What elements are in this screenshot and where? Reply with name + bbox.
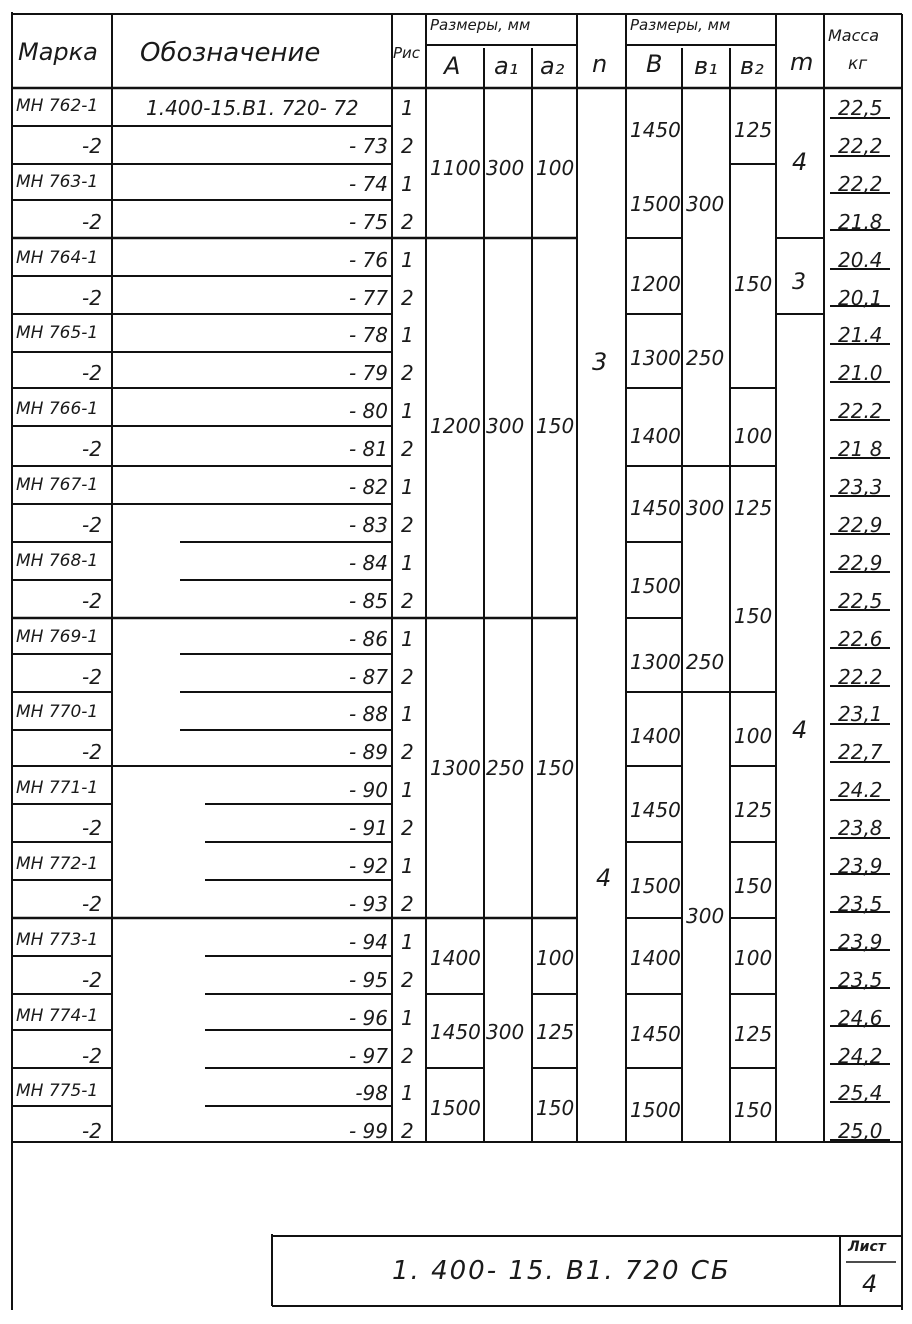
group-b2-2: 150 <box>734 272 773 296</box>
row-mass: 21.0 <box>838 361 883 385</box>
group-A-4: 1400 <box>430 946 481 970</box>
header-a1: a₁ <box>494 52 519 80</box>
row-mass: 23,3 <box>838 475 883 499</box>
header-a2: a₂ <box>540 52 565 80</box>
header-razmery-2: Размеры, мм <box>630 16 731 34</box>
row-designation: - 78 <box>348 323 388 347</box>
row-ris: 1 <box>401 96 414 120</box>
row-ris: 1 <box>401 702 414 726</box>
row-designation: - 90 <box>348 778 388 802</box>
row-mass: 23,1 <box>838 702 883 726</box>
row-marka: МН 768-1 <box>16 551 99 571</box>
group-a2-1: 100 <box>536 156 575 180</box>
row-designation: - 94 <box>348 930 388 954</box>
row-marka: -2 <box>82 513 102 537</box>
group-a1-3: 250 <box>486 756 525 780</box>
group-B-12: 1400 <box>630 946 681 970</box>
row-marka: МН 762-1 <box>16 96 99 116</box>
header-B: В <box>646 50 663 78</box>
group-b1-1: 300 <box>686 192 725 216</box>
group-b2-10: 125 <box>734 1022 773 1046</box>
header-kg: кг <box>848 54 868 74</box>
row-ris: 1 <box>401 627 414 651</box>
group-b1-3: 300 <box>686 496 725 520</box>
row-marka: МН 763-1 <box>16 172 99 192</box>
row-marka: -2 <box>82 968 102 992</box>
row-marka: МН 767-1 <box>16 475 99 495</box>
row-marka: МН 765-1 <box>16 323 99 343</box>
row-mass: 24,6 <box>838 1006 883 1030</box>
group-n-1: 3 <box>592 348 608 376</box>
row-designation: - 87 <box>348 665 388 689</box>
row-ris: 2 <box>401 210 414 234</box>
row-marka: МН 771-1 <box>16 778 99 798</box>
row-mass: 25,4 <box>838 1081 883 1105</box>
row-designation: - 73 <box>348 134 388 158</box>
row-ris: 1 <box>401 1081 414 1105</box>
row-mass: 22,9 <box>838 551 883 575</box>
row-designation: - 80 <box>348 399 388 423</box>
row-ris: 1 <box>401 854 414 878</box>
row-ris: 2 <box>401 968 414 992</box>
row-marka: МН 769-1 <box>16 627 99 647</box>
row-ris: 1 <box>401 399 414 423</box>
row-mass: 22.2 <box>838 399 883 423</box>
row-mass: 23,9 <box>838 930 883 954</box>
header-n: n <box>592 50 608 78</box>
row-marka: МН 770-1 <box>16 702 99 722</box>
row-mass: 22,5 <box>838 589 883 613</box>
group-a1-2: 300 <box>486 414 525 438</box>
row-ris: 2 <box>401 437 414 461</box>
row-mass: 22,9 <box>838 513 883 537</box>
group-a1-1: 300 <box>486 156 525 180</box>
group-b1-5: 300 <box>686 904 725 928</box>
row-designation: - 86 <box>348 627 388 651</box>
row-designation: - 88 <box>348 702 388 726</box>
row-ris: 1 <box>401 323 414 347</box>
group-b2-7: 125 <box>734 798 773 822</box>
stamp-code: 1. 400- 15. В1. 720 СБ <box>392 1256 731 1286</box>
row-ris: 2 <box>401 1119 414 1143</box>
row-marka: МН 772-1 <box>16 854 99 874</box>
row-ris: 1 <box>401 551 414 575</box>
group-m-2: 3 <box>792 270 806 295</box>
row-designation: - 91 <box>348 816 388 840</box>
row-marka: -2 <box>82 665 102 689</box>
row-ris: 2 <box>401 361 414 385</box>
row-mass: 22,2 <box>838 134 883 158</box>
header-A: А <box>444 52 461 80</box>
row-designation: - 93 <box>348 892 388 916</box>
group-B-1: 1450 <box>630 118 681 142</box>
row-mass: 20,1 <box>838 286 883 310</box>
row-marka: -2 <box>82 892 102 916</box>
group-A-1: 1100 <box>430 156 481 180</box>
row-mass: 25,0 <box>838 1119 883 1143</box>
group-b2-4: 125 <box>734 496 773 520</box>
group-b2-8: 150 <box>734 874 773 898</box>
row-designation: - 74 <box>348 172 388 196</box>
row-marka: -2 <box>82 210 102 234</box>
group-B-4: 1300 <box>630 346 681 370</box>
row-designation: - 99 <box>348 1119 388 1143</box>
row-ris: 2 <box>401 816 414 840</box>
header-massa: Масса <box>828 26 880 45</box>
header-ris: Рис <box>393 44 421 62</box>
row-marka: -2 <box>82 134 102 158</box>
row-marka: -2 <box>82 589 102 613</box>
row-designation: - 77 <box>348 286 388 310</box>
row-marka: -2 <box>82 816 102 840</box>
row-ris: 1 <box>401 248 414 272</box>
row-mass: 22.6 <box>838 627 883 651</box>
row-mass: 23,5 <box>838 892 883 916</box>
row-mass: 22.2 <box>838 665 883 689</box>
group-b1-2: 250 <box>686 346 725 370</box>
row-ris: 1 <box>401 475 414 499</box>
row-designation: - 83 <box>348 513 388 537</box>
row-mass: 24.2 <box>838 778 883 802</box>
header-razmery-1: Размеры, мм <box>430 16 531 34</box>
group-B-13: 1450 <box>630 1022 681 1046</box>
row-mass: 23,5 <box>838 968 883 992</box>
header-b2: в₂ <box>740 52 764 80</box>
row-ris: 2 <box>401 1044 414 1068</box>
row-marka: -2 <box>82 361 102 385</box>
group-B-2: 1500 <box>630 192 681 216</box>
group-n-2: 4 <box>596 864 612 892</box>
group-a2-3: 150 <box>536 756 575 780</box>
row-ris: 2 <box>401 513 414 537</box>
group-b2-1: 125 <box>734 118 773 142</box>
group-b2-5: 150 <box>734 604 773 628</box>
header-m: m <box>790 48 814 76</box>
group-a2-5: 125 <box>536 1020 575 1044</box>
row-marka: -2 <box>82 740 102 764</box>
row-ris: 2 <box>401 286 414 310</box>
row-designation: -98 <box>355 1081 388 1105</box>
group-B-7: 1500 <box>630 574 681 598</box>
header-marka: Марка <box>18 38 98 66</box>
row-mass: 23,8 <box>838 816 883 840</box>
row-mass: 22,7 <box>838 740 883 764</box>
row-ris: 1 <box>401 1006 414 1030</box>
row-mass: 21.8 <box>838 210 883 234</box>
group-A-2: 1200 <box>430 414 481 438</box>
row-mass: 21.4 <box>838 323 883 347</box>
row-ris: 1 <box>401 172 414 196</box>
group-B-11: 1500 <box>630 874 681 898</box>
group-A-3: 1300 <box>430 756 481 780</box>
row-designation: - 89 <box>348 740 388 764</box>
header-b1: в₁ <box>694 52 718 80</box>
row-designation: 1.400-15.В1. 720- 72 <box>146 96 359 120</box>
row-marka: -2 <box>82 1044 102 1068</box>
header-oboznachenie: Обозначение <box>140 38 321 68</box>
row-ris: 2 <box>401 892 414 916</box>
row-ris: 2 <box>401 134 414 158</box>
row-designation: - 79 <box>348 361 388 385</box>
row-designation: - 82 <box>348 475 388 499</box>
group-a2-2: 150 <box>536 414 575 438</box>
row-mass: 20.4 <box>838 248 883 272</box>
group-m-1: 4 <box>792 148 808 176</box>
row-mass: 22,5 <box>838 96 883 120</box>
group-b2-6: 100 <box>734 724 773 748</box>
group-a2-4: 100 <box>536 946 575 970</box>
stamp-sheet-number: 4 <box>862 1270 878 1298</box>
row-marka: -2 <box>82 1119 102 1143</box>
row-designation: - 81 <box>348 437 388 461</box>
row-ris: 1 <box>401 778 414 802</box>
row-marka: МН 764-1 <box>16 248 99 268</box>
row-mass: 24,2 <box>838 1044 883 1068</box>
group-a2-6: 150 <box>536 1096 575 1120</box>
row-marka: МН 766-1 <box>16 399 99 419</box>
group-B-8: 1300 <box>630 650 681 674</box>
row-designation: - 95 <box>348 968 388 992</box>
row-mass: 23,9 <box>838 854 883 878</box>
group-b2-3: 100 <box>734 424 773 448</box>
row-designation: - 75 <box>348 210 388 234</box>
group-A-5: 1450 <box>430 1020 481 1044</box>
group-m-3: 4 <box>792 716 808 744</box>
group-b2-11: 150 <box>734 1098 773 1122</box>
row-ris: 2 <box>401 589 414 613</box>
row-designation: - 85 <box>348 589 388 613</box>
row-designation: - 84 <box>348 551 388 575</box>
row-ris: 2 <box>401 740 414 764</box>
row-mass: 22,2 <box>838 172 883 196</box>
row-designation: - 76 <box>348 248 388 272</box>
row-ris: 2 <box>401 665 414 689</box>
row-designation: - 97 <box>348 1044 388 1068</box>
group-B-3: 1200 <box>630 272 681 296</box>
group-B-6: 1450 <box>630 496 681 520</box>
group-b1-4: 250 <box>686 650 725 674</box>
group-A-6: 1500 <box>430 1096 481 1120</box>
row-marka: МН 774-1 <box>16 1006 99 1026</box>
group-B-9: 1400 <box>630 724 681 748</box>
group-B-5: 1400 <box>630 424 681 448</box>
row-marka: МН 773-1 <box>16 930 99 950</box>
row-marka: -2 <box>82 437 102 461</box>
group-a1-4: 300 <box>486 1020 525 1044</box>
row-designation: - 96 <box>348 1006 388 1030</box>
row-mass: 21 8 <box>838 437 883 461</box>
stamp-sheet-label: Лист <box>848 1239 886 1255</box>
group-b2-9: 100 <box>734 946 773 970</box>
row-marka: МН 775-1 <box>16 1081 99 1101</box>
row-designation: - 92 <box>348 854 388 878</box>
group-B-14: 1500 <box>630 1098 681 1122</box>
row-ris: 1 <box>401 930 414 954</box>
group-B-10: 1450 <box>630 798 681 822</box>
row-marka: -2 <box>82 286 102 310</box>
